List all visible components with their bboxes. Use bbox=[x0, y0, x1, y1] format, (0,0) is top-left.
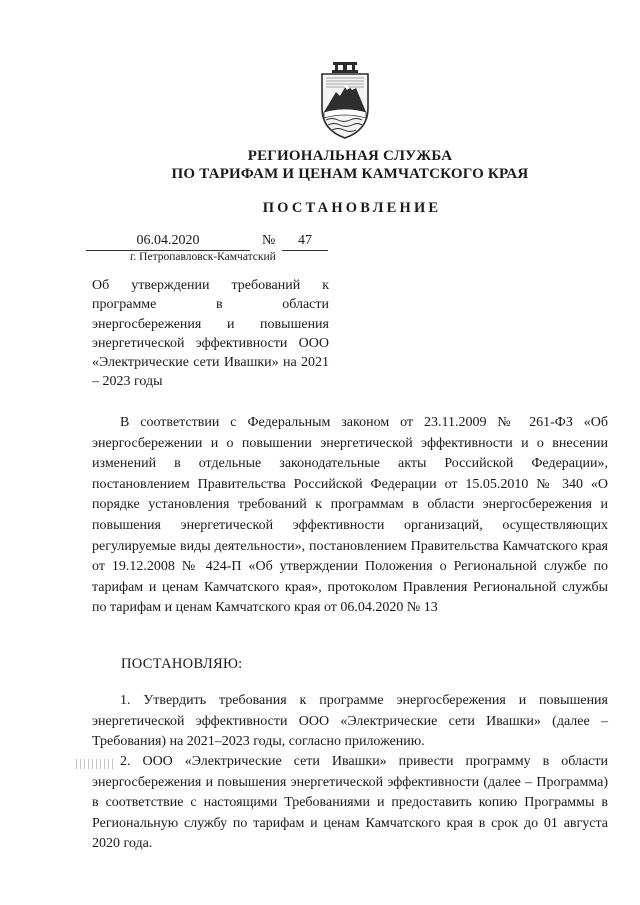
document-number: 47 bbox=[282, 232, 328, 251]
document-type-title: ПОСТАНОВЛЕНИЕ bbox=[262, 200, 442, 216]
preamble-paragraph: В соответствии с Федеральным законом от 23.11.2009 № 261-ФЗ «Об энергосбережении и о повышении энергетической эффективности и о внесении изменений в отдельные законодательные акты Российской Федерации», постановлением Правительства Российской Федерации от 15.05.2010 № 340 «О порядке установления требований к программам в области энергосбережения и повышения энергетической эффективности организаций, осуществляющих регулируемые виды деятельности», постановлением Правительства Камчатского края от 19.12.2008 № 424-П «Об утверждении Положения о Региональной службе по тарифам и ценам Камчатского края», протоколом Правления Региональной службы по тарифам и ценам Камчатского края от 06.04.2020 № 13 bbox=[92, 415, 608, 616]
document-subject: Об утверждении требований к программе в области энергосбережения и повышения энергетической эффективности ООО «Электрические сети Ивашки» на 2021 – 2023 годы bbox=[92, 278, 329, 390]
resolve-heading: ПОСТАНОВЛЯЮ: bbox=[121, 656, 243, 672]
authority-title-line-1: РЕГИОНАЛЬНАЯ СЛУЖБА bbox=[247, 148, 453, 164]
resolution-item-1: 1. Утвердить требования к программе энергосбережения и повышения энергетической эффективности ООО «Электрические сети Ивашки» (далее – Требования) на 2021–2023 годы, согласно приложению. bbox=[92, 693, 608, 750]
authority-title-line-2: ПО ТАРИФАМ И ЦЕНАМ КАМЧАТСКОГО КРАЯ bbox=[171, 166, 529, 182]
resolution-item-2: 2. ООО «Электрические сети Ивашки» привести программу в области энергосбережения и повышения энергетической эффективности (далее – Программа) в соответствие с настоящими Требованиями и предоставить копию Программы в Региональную службу по тарифам и ценам Камчатского края в срок до 01 августа 2020 года. bbox=[92, 754, 608, 852]
city-name: г. Петропавловск-Камчатский bbox=[130, 251, 276, 263]
kamchatka-coat-of-arms-icon bbox=[316, 62, 374, 140]
document-date: 06.04.2020 bbox=[86, 232, 250, 251]
number-label: № bbox=[262, 233, 276, 248]
